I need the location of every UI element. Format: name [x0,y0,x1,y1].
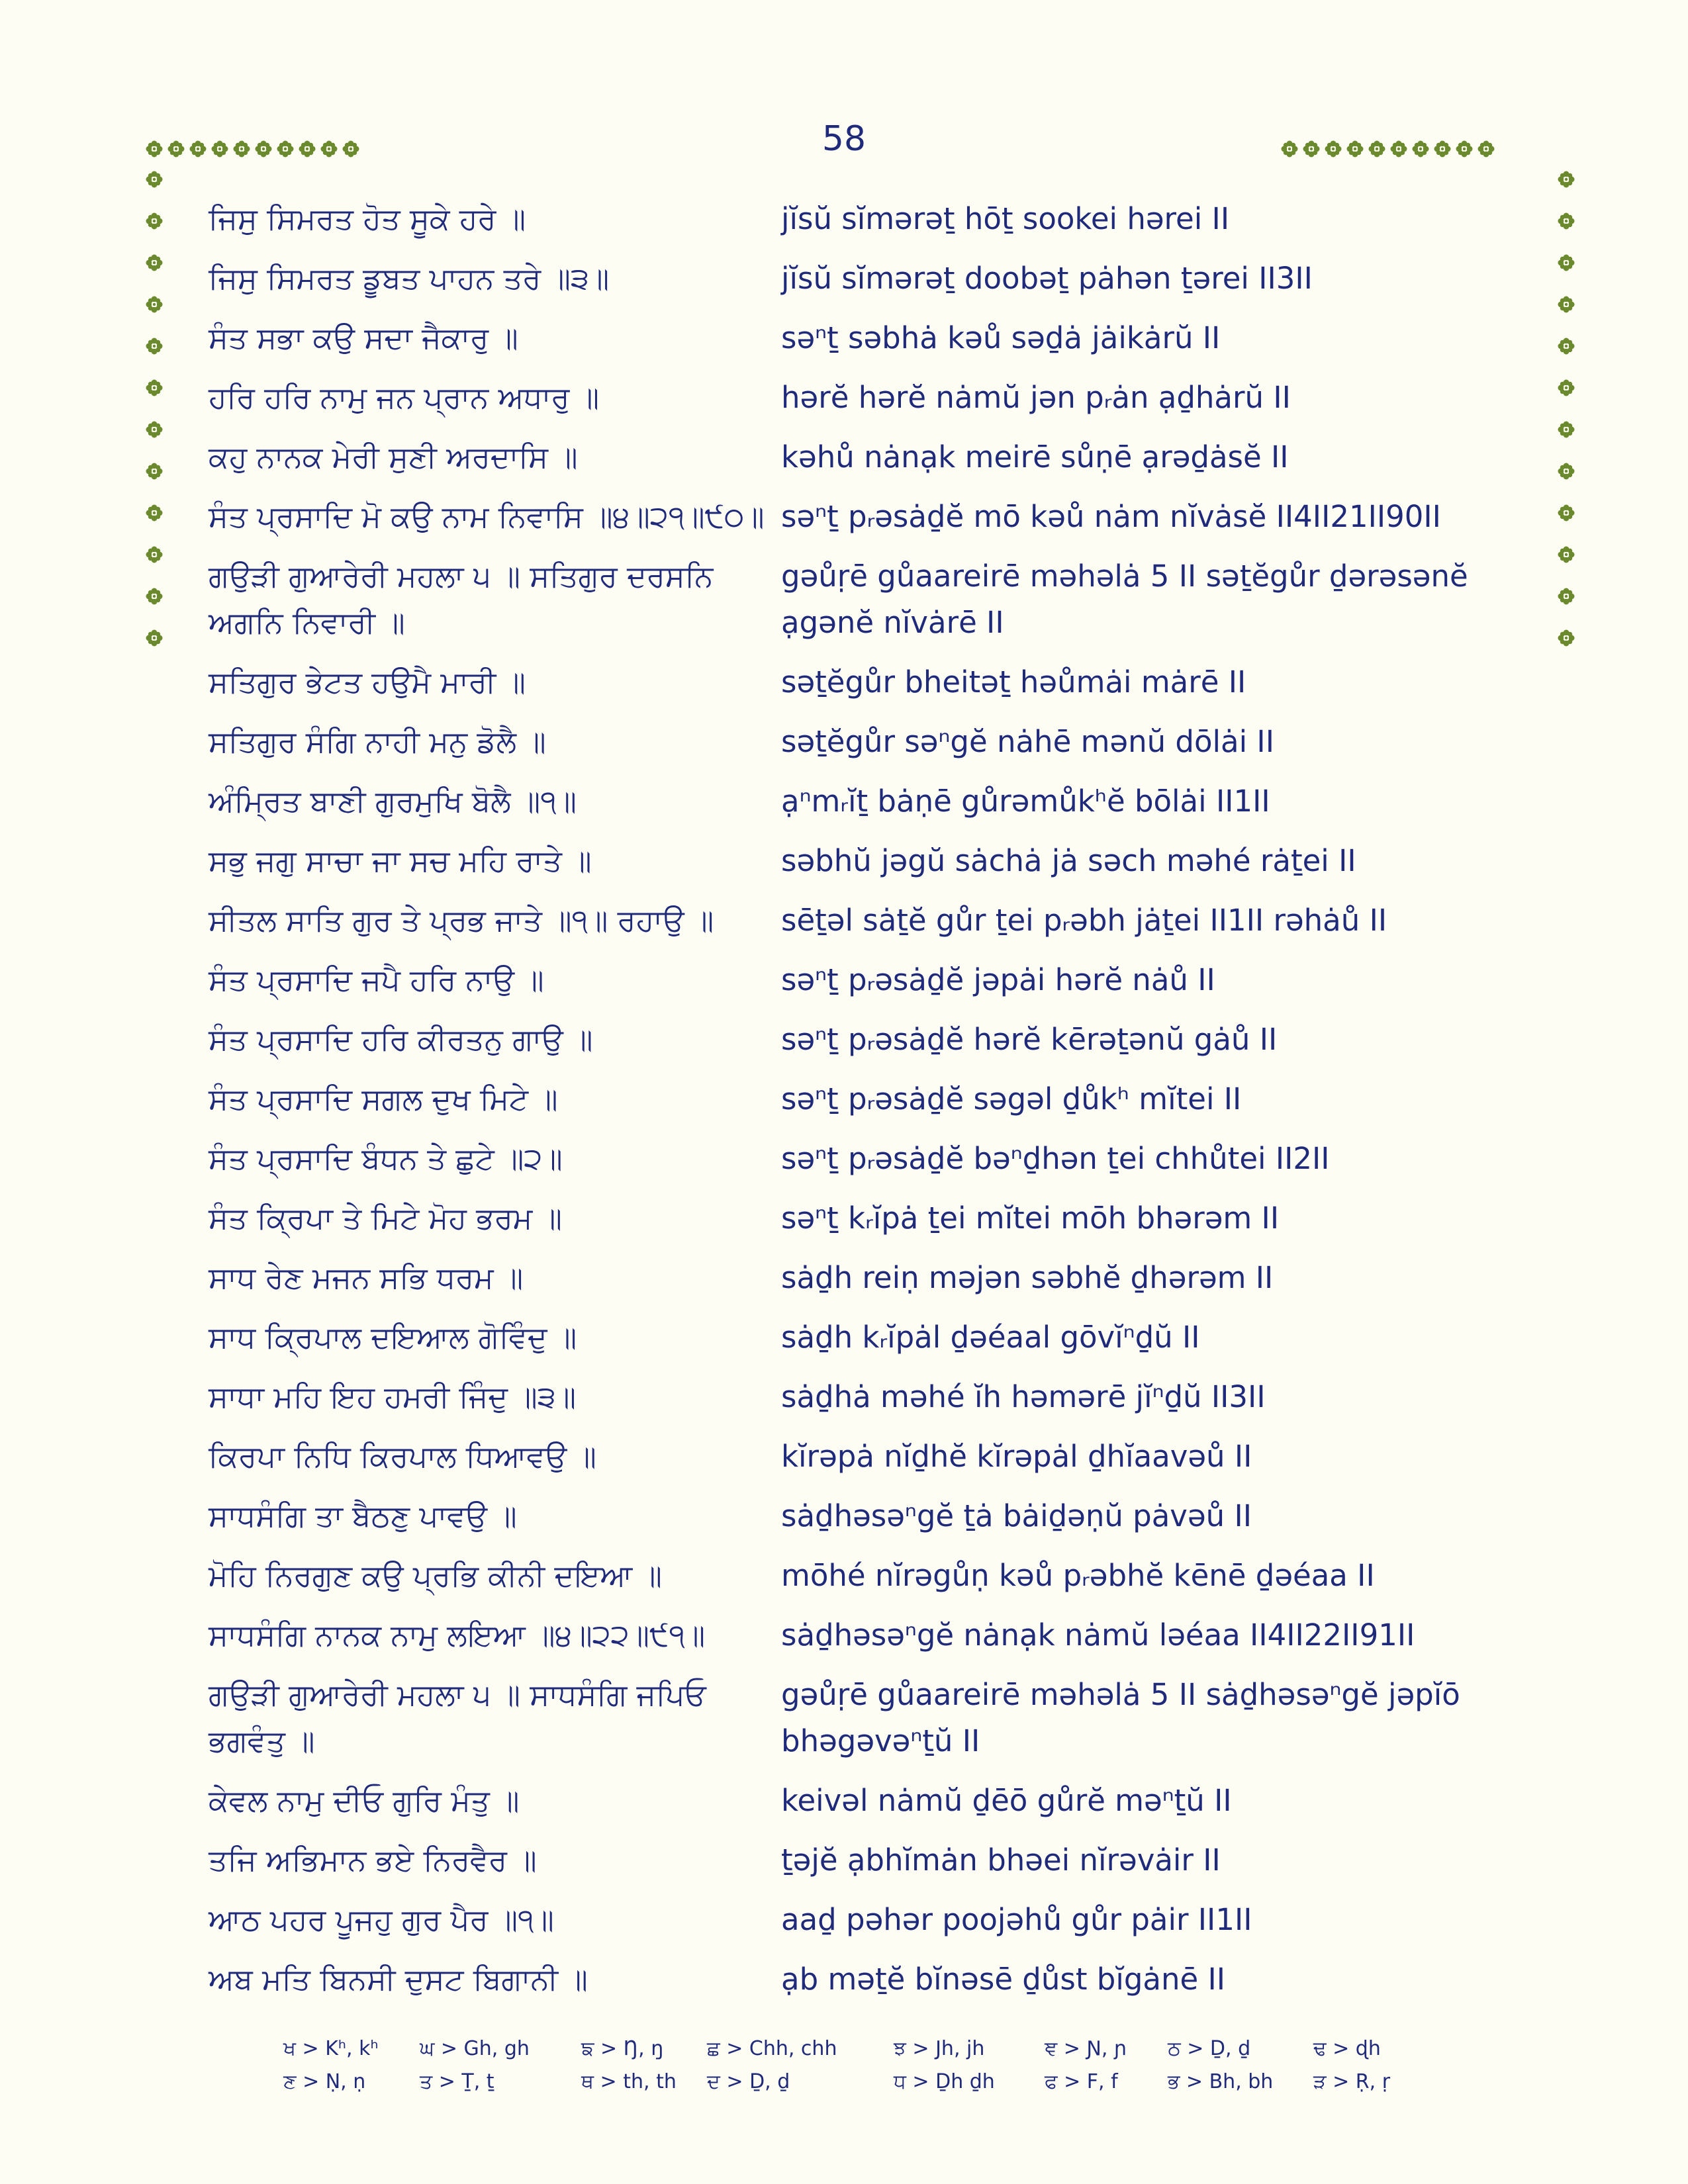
flower-ornament-icon [1346,140,1364,158]
flower-ornament-icon [146,338,163,355]
flower-ornament-icon [146,588,163,605]
transliteration-line: sȧḏhȧ məhé ĭh həmərē jĭⁿḏŭ II3II [781,1379,1266,1414]
gurmukhi-line: ਸੰਤ ਪ੍ਰਸਾਦਿ ਬੰਧਨ ਤੇ ਛੁਟੇ ॥੨॥ [209,1141,563,1176]
flower-ornament-icon [1390,140,1407,158]
flower-ornament-icon [146,379,163,396]
transliteration-line: səṯĕgůr səⁿgĕ nȧhē mənŭ dōlȧi II [781,724,1274,759]
legend-item: ਘ > Gh, gh [420,2037,530,2060]
transliteration-line: bhəgəvəⁿṯŭ II [781,1723,980,1758]
page-number: 58 [821,119,867,159]
legend-item: ਫ > F, f [1045,2070,1118,2093]
legend-item: ਦ > Ḏ, ḏ [707,2070,790,2093]
legend-item: ਥ > th, th [581,2070,677,2093]
gurmukhi-line: ਕਹੁ ਨਾਨਕ ਮੇਰੀ ਸੁਣੀ ਅਰਦਾਸਿ ॥ [209,439,578,475]
gurmukhi-line: ਤਜਿ ਅਭਿਮਾਨ ਭਏ ਨਿਰਵੈਰ ॥ [209,1843,537,1878]
transliteration-line: jĭsŭ sĭmərəṯ doobəṯ pȧhən ṯərei II3II [781,261,1313,296]
flower-ornament-icon [1558,254,1575,271]
flower-ornament-icon [146,421,163,438]
gurmukhi-line: ਸਤਿਗੁਰ ਭੇਟਤ ਹਉਮੈ ਮਾਰੀ ॥ [209,664,526,700]
gurmukhi-line: ਜਿਸੁ ਸਿਮਰਤ ਡੂਬਤ ਪਾਹਨ ਤਰੇ ॥੩॥ [209,261,610,296]
legend-item: ਝ > Jh, jh [894,2037,985,2060]
flower-ornament-icon [299,140,316,158]
flower-ornament-icon [1477,140,1495,158]
transliteration-line: səbhŭ jəgŭ sȧchȧ jȧ səch məhé rȧṯei II [781,843,1356,878]
legend-item: ਠ > Ḏ, ḏ [1168,2037,1251,2060]
transliteration-line: hərĕ hərĕ nȧmŭ jən pᵣȧn ạḏhȧrŭ II [781,380,1291,415]
gurmukhi-line: ਗਉੜੀ ਗੁਆਰੇਰੀ ਮਹਲਾ ੫ ॥ ਸਾਧਸੰਗਿ ਜਪਿਓ [209,1677,706,1712]
legend-item: ਙ > Ŋ, ŋ [581,2037,664,2060]
transliteration-line: səⁿṯ səbhȧ kəů səḏȧ jȧikȧrŭ II [781,320,1221,355]
flower-ornament-icon [1558,338,1575,355]
gurmukhi-line: ਸਾਧਸੰਗਿ ਨਾਨਕ ਨਾਮੁ ਲਇਆ ॥੪॥੨੨॥੯੧॥ [209,1617,706,1653]
transliteration-line: sȧḏh kᵣĭpȧl ḏəéaal gōvĭⁿḏŭ II [781,1320,1200,1355]
flower-ornament-icon [167,140,185,158]
flower-ornament-icon [1558,463,1575,480]
flower-ornament-icon [1412,140,1429,158]
gurmukhi-line: ਸਾਧ ਰੇਣ ਮਜਨ ਸਭਿ ਧਰਮ ॥ [209,1260,524,1295]
gurmukhi-line: ਹਰਿ ਹਰਿ ਨਾਮੁ ਜਨ ਪ੍ਰਾਨ ਅਧਾਰੁ ॥ [209,380,600,415]
gurmukhi-line: ਕੇਵਲ ਨਾਮੁ ਦੀਓ ਗੁਰਿ ਮੰਤੁ ॥ [209,1783,520,1818]
transliteration-line: səⁿṯ pᵣəsȧḏĕ bəⁿḏhən ṯei chhůtei II2II [781,1141,1330,1176]
gurmukhi-line: ਸੀਤਲ ਸਾਤਿ ਗੁਰ ਤੇ ਪ੍ਰਭ ਜਾਤੇ ॥੧॥ ਰਹਾਉ ॥ [209,903,714,938]
flower-ornament-icon [146,212,163,230]
gurmukhi-line: ਅਬ ਮਤਿ ਬਿਨਸੀ ਦੁਸਟ ਬਿਗਾਨੀ ॥ [209,1962,588,1997]
legend-item: ਧ > Ḏh ḏh [894,2070,995,2093]
gurmukhi-line: ਗਉੜੀ ਗੁਆਰੇਰੀ ਮਹਲਾ ੫ ॥ ਸਤਿਗੁਰ ਦਰਸਨਿ [209,559,714,594]
flower-ornament-icon [1325,140,1342,158]
transliteration-line: sȧḏh reiṇ məjən səbhĕ ḏhərəm II [781,1260,1274,1295]
gurmukhi-line: ਸੰਤ ਪ੍ਰਸਾਦਿ ਸਗਲ ਦੁਖ ਮਿਟੇ ॥ [209,1081,558,1116]
gurmukhi-line: ਅੰਮ੍ਰਿਤ ਬਾਣੀ ਗੁਰਮੁਖਿ ਬੋਲੈ ॥੧॥ [209,784,577,819]
flower-ornament-icon [146,254,163,271]
flower-ornament-icon [1281,140,1298,158]
flower-ornament-icon [1558,629,1575,647]
flower-ornament-icon [1558,212,1575,230]
transliteration-line: səⁿṯ pᵣəsȧḏĕ hərĕ kērəṯənŭ gȧů II [781,1022,1278,1057]
legend-item: ਣ > Ṇ, ṇ [283,2070,366,2093]
flower-ornament-icon [1303,140,1320,158]
flower-ornament-icon [146,504,163,522]
flower-ornament-icon [1558,546,1575,563]
flower-ornament-icon [146,629,163,647]
transliteration-line: aaḏ pəhər poojəhů gůr pȧir II1II [781,1902,1252,1937]
legend-item: ਖ > Kʰ, kʰ [283,2037,379,2060]
gurmukhi-line: ਅਗਨਿ ਨਿਵਾਰੀ ॥ [209,605,405,640]
transliteration-line: mōhé nĭrəgůṇ kəů pᵣəbhĕ kēnē ḏəéaa II [781,1558,1375,1593]
gurmukhi-line: ਭਗਵੰਤੁ ॥ [209,1723,315,1758]
transliteration-line: kəhů nȧnạk meirē sůṇē ạrəḏȧsĕ II [781,439,1289,475]
flower-ornament-icon [146,296,163,313]
transliteration-line: ṯəjĕ ạbhĭmȧn bhəei nĭrəvȧir II [781,1843,1221,1878]
legend-item: ਭ > Bh, bh [1168,2070,1274,2093]
flower-ornament-icon [189,140,207,158]
gurmukhi-line: ਸੰਤ ਪ੍ਰਸਾਦਿ ਹਰਿ ਕੀਰਤਨੁ ਗਾਉ ॥ [209,1022,593,1057]
transliteration-line: sēṯəl sȧṯĕ gůr ṯei pᵣəbh jȧṯei II1II rəhȧů II [781,903,1387,938]
flower-ornament-icon [146,546,163,563]
flower-ornament-icon [1558,379,1575,396]
flower-ornament-icon [1558,171,1575,188]
gurmukhi-line: ਸਭੁ ਜਗੁ ਸਾਚਾ ਜਾ ਸਚ ਮਹਿ ਰਾਤੇ ॥ [209,843,592,878]
flower-ornament-icon [146,463,163,480]
transliteration-line: səⁿṯ pᵣəsȧḏĕ jəpȧi hərĕ nȧů II [781,962,1215,997]
flower-ornament-icon [1368,140,1385,158]
transliteration-line: kĭrəpȧ nĭḏhĕ kĭrəpȧl ḏhĭaavəů II [781,1439,1252,1474]
gurmukhi-line: ਆਠ ਪਹਰ ਪੂਜਹੁ ਗੁਰ ਪੈਰ ॥੧॥ [209,1902,554,1937]
transliteration-line: ạⁿmᵣĭṯ bȧṇē gůrəmůkʰĕ bōlȧi II1II [781,784,1270,819]
flower-ornament-icon [1558,504,1575,522]
flower-ornament-icon [1558,588,1575,605]
gurmukhi-line: ਸਾਧਾ ਮਹਿ ਇਹ ਹਮਰੀ ਜਿੰਦੁ ॥੩॥ [209,1379,577,1414]
legend-item: ੜ > Ṛ, ṛ [1313,2070,1391,2093]
transliteration-line: ạgənĕ nĭvȧrē II [781,605,1004,640]
legend-item: ਛ > Chh, chh [707,2037,837,2060]
legend-item: ਞ > Ɲ, ɲ [1045,2037,1127,2060]
transliteration-line: ạb məṯĕ bĭnəsē ḏůst bĭgȧnē II [781,1962,1226,1997]
gurmukhi-line: ਕਿਰਪਾ ਨਿਧਿ ਕਿਰਪਾਲ ਧਿਆਵਉ ॥ [209,1439,596,1474]
flower-ornament-icon [233,140,250,158]
transliteration-line: gəůṛē gůaareirē məhəlȧ 5 II səṯĕgůr ḏərəsənĕ [781,559,1468,594]
flower-ornament-icon [255,140,272,158]
transliteration-line: səṯĕgůr bheitəṯ həůmȧi mȧrē II [781,664,1246,700]
flower-ornament-icon [320,140,338,158]
legend-item: ਤ > Ṯ, ṯ [420,2070,494,2093]
gurmukhi-line: ਜਿਸੁ ਸਿਮਰਤ ਹੋਤ ਸੂਕੇ ਹਰੇ ॥ [209,201,526,236]
gurmukhi-line: ਸੰਤ ਸਭਾ ਕਉ ਸਦਾ ਜੈਕਾਰੁ ॥ [209,320,518,355]
flower-ornament-icon [342,140,359,158]
transliteration-line: sȧḏhəsəⁿgĕ nȧnạk nȧmŭ ləéaa II4II22II91II [781,1617,1415,1653]
gurmukhi-line: ਸਾਧ ਕ੍ਰਿਪਾਲ ਦਇਆਲ ਗੋਵਿੰਦੁ ॥ [209,1320,577,1355]
transliteration-line: səⁿṯ kᵣĭpȧ ṯei mĭtei mōh bhərəm II [781,1201,1280,1236]
transliteration-line: səⁿṯ pᵣəsȧḏĕ səgəl ḏůkʰ mĭtei II [781,1081,1242,1116]
transliteration-line: səⁿṯ pᵣəsȧḏĕ mō kəů nȧm nĭvȧsĕ II4II21II90II [781,499,1441,534]
legend-item: ਢ > ɖh [1313,2037,1381,2060]
flower-ornament-icon [1558,421,1575,438]
flower-ornament-icon [1456,140,1473,158]
flower-ornament-icon [146,171,163,188]
flower-ornament-icon [146,140,163,158]
transliteration-line: gəůṛē gůaareirē məhəlȧ 5 II sȧḏhəsəⁿgĕ jəpĭō [781,1677,1460,1712]
gurmukhi-line: ਸਾਧਸੰਗਿ ਤਾ ਬੈਠਣੁ ਪਾਵਉ ॥ [209,1498,517,1533]
gurmukhi-line: ਸਤਿਗੁਰ ਸੰਗਿ ਨਾਹੀ ਮਨੁ ਡੋਲੈ ॥ [209,724,546,759]
flower-ornament-icon [211,140,228,158]
gurmukhi-line: ਸੰਤ ਕ੍ਰਿਪਾ ਤੇ ਮਿਟੇ ਮੋਹ ਭਰਮ ॥ [209,1201,562,1236]
transliteration-line: sȧḏhəsəⁿgĕ ṯȧ bȧiḏəṇŭ pȧvəů II [781,1498,1252,1533]
transliteration-line: keivəl nȧmŭ ḏēō gůrĕ məⁿṯŭ II [781,1783,1232,1818]
gurmukhi-line: ਸੰਤ ਪ੍ਰਸਾਦਿ ਜਪੈ ਹਰਿ ਨਾਉ ॥ [209,962,544,997]
gurmukhi-line: ਸੰਤ ਪ੍ਰਸਾਦਿ ਮੋ ਕਉ ਨਾਮ ਨਿਵਾਸਿ ॥੪॥੨੧॥੯੦॥ [209,499,765,534]
flower-ornament-icon [1434,140,1451,158]
transliteration-line: jĭsŭ sĭmərəṯ hōṯ sookei hərei II [781,201,1230,236]
gurmukhi-line: ਮੋਹਿ ਨਿਰਗੁਣ ਕਉ ਪ੍ਰਭਿ ਕੀਨੀ ਦਇਆ ॥ [209,1558,663,1593]
flower-ornament-icon [277,140,294,158]
flower-ornament-icon [1558,296,1575,313]
